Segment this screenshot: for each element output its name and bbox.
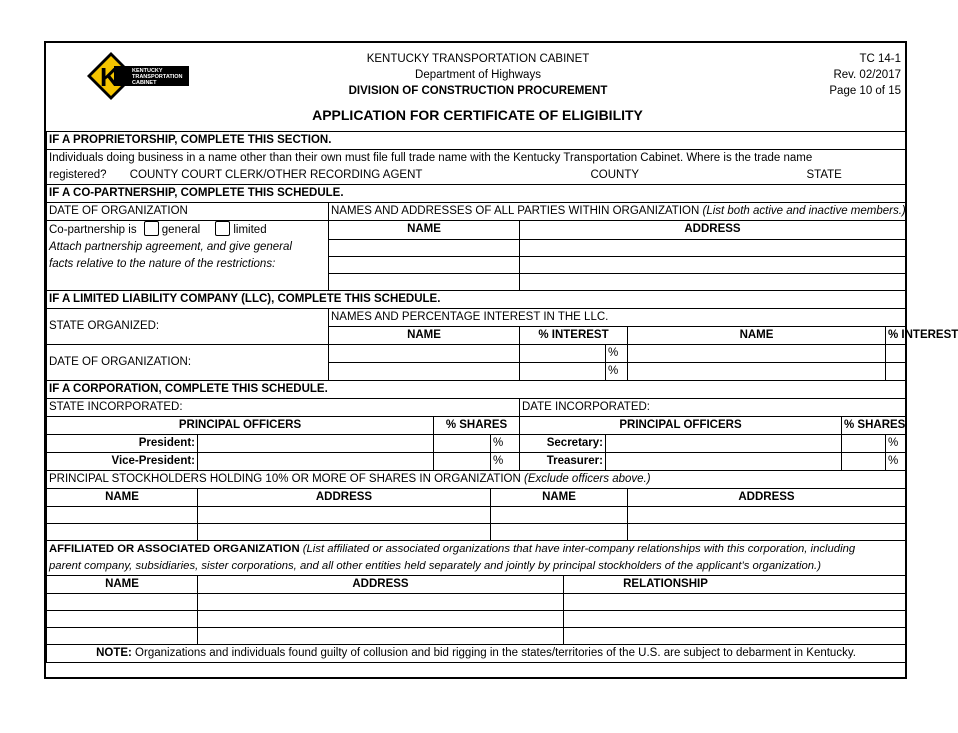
stockholder-name-cell[interactable] [47,523,198,540]
limited-checkbox[interactable] [215,221,230,236]
llc-member-name[interactable] [329,344,520,362]
date-incorporated-label[interactable]: DATE INCORPORATED: [520,398,906,416]
department-name: Department of Highways [415,69,541,81]
stockholder-name-header: NAME [47,488,198,506]
page-number: Page 10 of 15 [829,85,901,97]
header-center [286,51,670,99]
proprietorship-instruction: Individuals doing business in a name other than their own must file full trade name with the Kentucky Transportation Cabinet. Where is the trade name [47,150,906,168]
state-incorporated-label[interactable]: STATE INCORPORATED: [47,398,520,416]
copartnership-heading: IF A CO-PARTNERSHIP, COMPLETE THIS SCHEDULE. [47,185,906,203]
partner-name-cell[interactable] [329,273,520,290]
llc-member-name[interactable] [628,362,886,380]
affiliated-address-cell[interactable] [198,593,564,610]
llc-member-name[interactable] [628,344,886,362]
llc-heading: IF A LIMITED LIABILITY COMPANY (LLC), COMPLETE THIS SCHEDULE. [47,290,906,308]
vice-president-name[interactable] [198,452,434,470]
stockholder-address-cell[interactable] [198,523,491,540]
percent-sign: % [606,344,628,362]
parties-note: (List both active and inactive members.) [702,205,906,217]
attach-instruction-2: facts relative to the nature of the restrictions: [47,256,329,273]
treasurer-label: Treasurer: [520,452,606,470]
affiliated-address-header: ADDRESS [198,575,564,593]
officers-header: PRINCIPAL OFFICERS [47,416,434,434]
affiliated-relationship-cell[interactable] [564,610,906,627]
registered-label: registered? [49,169,107,181]
affiliated-name-cell[interactable] [47,593,198,610]
affiliated-heading-row [47,540,906,558]
llc-member-interest[interactable] [886,344,906,362]
llc-member-interest[interactable] [520,344,606,362]
llc-name-header: NAME [329,326,520,344]
llc-interest-header: % INTEREST [886,326,906,344]
percent-sign: % [491,434,520,452]
secretary-label: Secretary: [520,434,606,452]
shares-header: % SHARES [842,416,906,434]
affiliated-name-cell[interactable] [47,627,198,644]
logo-letter: K [100,62,119,92]
llc-names-label: NAMES AND PERCENTAGE INTEREST IN THE LLC. [329,308,906,326]
footer-note [47,644,906,662]
state-label: STATE [806,169,842,181]
footer-note-text: Organizations and individuals found guilty of collusion and bid rigging in the states/territories of the U.S. are subject to debarment in Kentucky. [131,646,856,659]
llc-member-interest[interactable] [886,362,906,380]
stockholders-label: PRINCIPAL STOCKHOLDERS HOLDING 10% OR MORE OF SHARES IN ORGANIZATION (Exclude officers above.) [47,470,906,488]
affiliated-relationship-cell[interactable] [564,627,906,644]
stockholder-address-header: ADDRESS [198,488,491,506]
stockholders-note: (Exclude officers above.) [524,472,651,485]
partner-name-header: NAME [329,221,520,240]
header-right [829,51,901,99]
parties-label: NAMES AND ADDRESSES OF ALL PARTIES WITHIN ORGANIZATION (List both active and inactive members.) [329,203,906,221]
affiliated-address-cell[interactable] [198,627,564,644]
llc-interest-header: % INTEREST [520,326,628,344]
partner-address-cell[interactable] [520,273,906,290]
logo-text-2: TRANSPORTATION [132,74,183,80]
partner-address-header: ADDRESS [520,221,906,240]
president-name[interactable] [198,434,434,452]
footer-note-label: NOTE: [96,646,132,659]
corporation-heading: IF A CORPORATION, COMPLETE THIS SCHEDULE. [47,380,906,398]
affiliated-note-2: parent company, subsidiaries, sister corporations, and all other entities held separately and jointly by principal stockholders of the applicant’s organization.) [47,558,906,576]
form-revision: Rev. 02/2017 [833,69,901,81]
llc-date-label[interactable]: DATE OF ORGANIZATION: [47,344,329,380]
percent-sign: % [886,452,906,470]
general-label: general [161,224,201,236]
treasurer-shares[interactable] [842,452,886,470]
affiliated-note-1: (List affiliated or associated organizations that have inter-company relationships with this corporation, including [302,542,856,555]
division-name: DIVISION OF CONSTRUCTION PROCUREMENT [348,85,608,97]
affiliated-relationship-header: RELATIONSHIP [564,575,906,593]
partnership-type-cell [47,221,329,240]
logo-text-3: CABINET [132,80,157,86]
county-label: COUNTY [590,169,640,181]
registered-row[interactable] [47,167,906,185]
treasurer-name[interactable] [606,452,842,470]
date-of-organization-label: DATE OF ORGANIZATION [47,203,329,221]
form-number: TC 14-1 [859,53,901,65]
llc-name-header: NAME [628,326,886,344]
percent-sign: % [886,434,906,452]
logo-text-1: KENTUCKY [132,68,163,74]
form-page [44,41,958,679]
partner-address-cell[interactable] [520,256,906,273]
stockholder-name-cell[interactable] [491,523,628,540]
recording-agent-label: COUNTY COURT CLERK/OTHER RECORDING AGENT [129,169,423,181]
shares-header: % SHARES [434,416,520,434]
affiliated-heading: AFFILIATED OR ASSOCIATED ORGANIZATION [49,542,300,555]
percent-sign: % [491,452,520,470]
stockholder-address-cell[interactable] [628,523,906,540]
stockholder-address-cell[interactable] [198,506,491,523]
secretary-shares[interactable] [842,434,886,452]
partner-name-cell[interactable] [329,256,520,273]
vice-president-label: Vice-President: [47,452,198,470]
stockholder-name-cell[interactable] [491,506,628,523]
stockholder-name-header: NAME [491,488,628,506]
llc-member-interest[interactable] [520,362,606,380]
llc-state-label[interactable]: STATE ORGANIZED: [47,308,329,344]
proprietorship-heading: IF A PROPRIETORSHIP, COMPLETE THIS SECTION. [47,132,906,150]
agency-name: KENTUCKY TRANSPORTATION CABINET [366,53,590,65]
application-form-table [46,131,958,663]
affiliated-name-cell[interactable] [47,610,198,627]
kytc-logo [86,51,190,101]
partner-name-cell[interactable] [329,239,520,256]
officers-header: PRINCIPAL OFFICERS [520,416,842,434]
president-label: President: [47,434,198,452]
limited-label: limited [233,224,267,236]
restrictions-input[interactable] [47,273,329,290]
affiliated-relationship-cell[interactable] [564,593,906,610]
affiliated-address-cell[interactable] [198,610,564,627]
stockholder-name-cell[interactable] [47,506,198,523]
stockholder-address-cell[interactable] [628,506,906,523]
vice-president-shares[interactable] [434,452,491,470]
attach-instruction-1: Attach partnership agreement, and give general [47,239,329,256]
partnership-type-label: Co-partnership is [49,224,137,236]
llc-member-name[interactable] [329,362,520,380]
form-title: APPLICATION FOR CERTIFICATE OF ELIGIBILITY [312,107,643,123]
affiliated-name-header: NAME [47,575,198,593]
secretary-name[interactable] [606,434,842,452]
partner-address-cell[interactable] [520,239,906,256]
percent-sign: % [606,362,628,380]
general-checkbox[interactable] [144,221,159,236]
stockholder-address-header: ADDRESS [628,488,906,506]
president-shares[interactable] [434,434,491,452]
